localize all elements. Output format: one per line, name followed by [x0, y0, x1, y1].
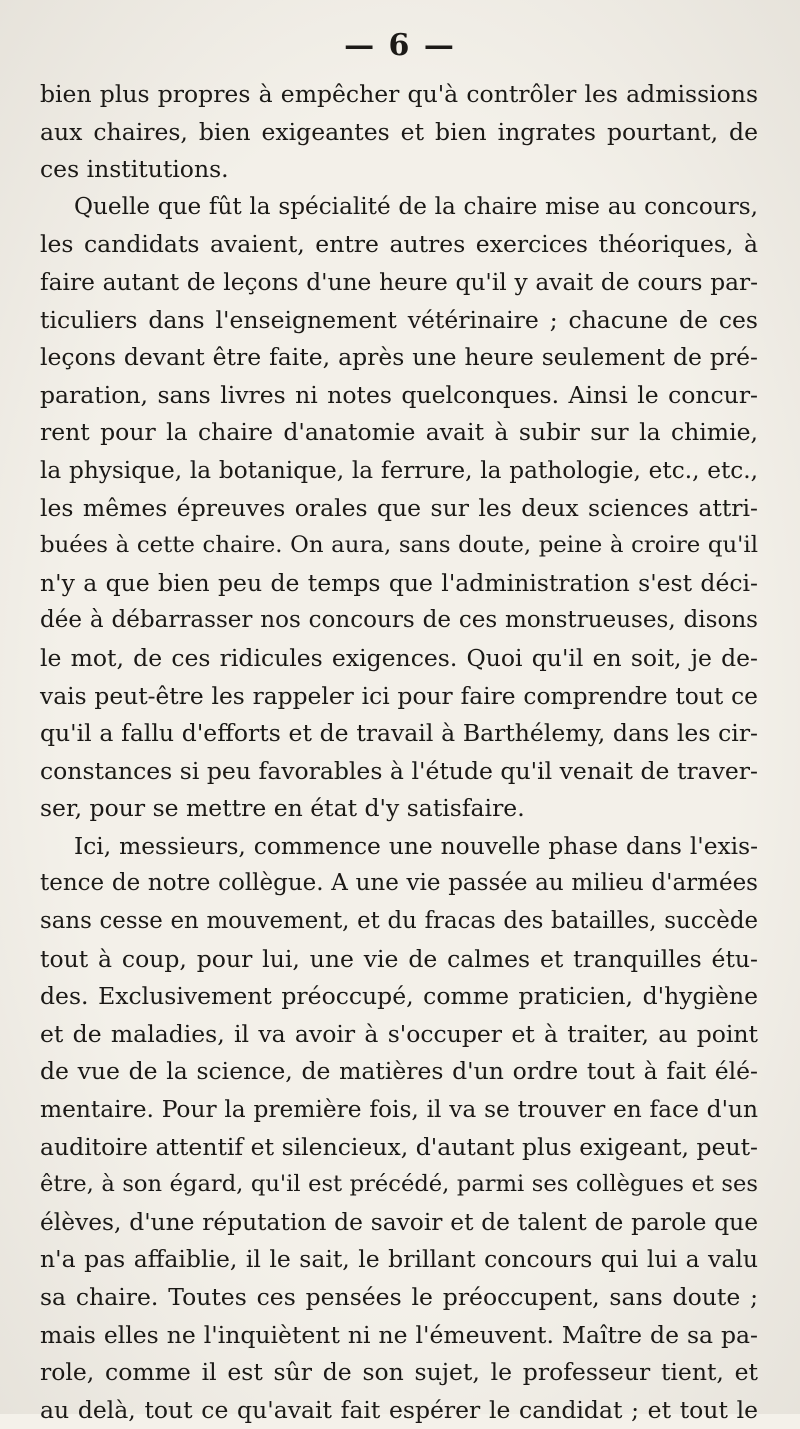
text-line: Ici, messieurs, commence une nouvelle phase dans l'exis- — [74, 831, 758, 860]
text-line: qu'il a fallu d'efforts et de travail à Barthélemy, dans les cir- — [40, 719, 758, 748]
text-line: auditoire attentif et silencieux, d'autant plus exigeant, peut- — [40, 1132, 758, 1161]
text-line: Quelle que fût la spécialité de la chaire mise au concours, — [74, 193, 758, 220]
text-line: rent pour la chaire d'anatomie avait à subir sur la chimie, — [40, 418, 758, 447]
text-line: dée à débarrasser nos concours de ces monstrueuses, disons — [40, 607, 758, 634]
text-line: de vue de la science, de matières d'un ordre tout à fait élé- — [40, 1057, 758, 1086]
paragraph — [40, 189, 758, 828]
text-line: mentaire. Pour la première fois, il va se trouver en face d'un — [40, 1096, 758, 1124]
text-line: constances si peu favorables à l'étude qu'il venait de traver- — [40, 756, 758, 785]
text-line: les candidats avaient, entre autres exercices théoriques, à — [40, 230, 758, 259]
text-line: role, comme il est sûr de son sujet, le professeur tient, et — [40, 1358, 758, 1387]
text-line: être, à son égard, qu'il est précédé, parmi ses collègues et ses — [40, 1171, 758, 1198]
text-line: vais peut-être les rappeler ici pour faire comprendre tout ce — [40, 681, 758, 710]
text-line: la physique, la botanique, la ferrure, la pathologie, etc., etc., — [40, 456, 758, 484]
text-line: tout à coup, pour lui, une vie de calmes et tranquilles étu- — [40, 944, 758, 973]
page-number: — 6 — — [344, 28, 456, 63]
text-line: tence de notre collègue. A une vie passée au milieu d'armées — [40, 870, 758, 897]
text-line: ticuliers dans l'enseignement vétérinaire ; chacune de ces — [40, 305, 758, 334]
text-line: buées à cette chaire. On aura, sans doute, peine à croire qu'il — [40, 532, 758, 559]
text-line: sans cesse en mouvement, et du fracas des batailles, succède — [40, 908, 758, 935]
text-line: des. Exclusivement préoccupé, comme praticien, d'hygiène — [40, 982, 758, 1011]
text-line: n'a pas affaiblie, il le sait, le brillant concours qui lui a valu — [40, 1245, 758, 1274]
text-line: le mot, de ces ridicules exigences. Quoi qu'il en soit, je de- — [40, 643, 758, 672]
text-line: mais elles ne l'inquiètent ni ne l'émeuvent. Maître de sa pa- — [40, 1320, 758, 1349]
text-line: au delà, tout ce qu'avait fait espérer le candidat ; et tout le — [40, 1395, 758, 1424]
text-line: et de maladies, il va avoir à s'occuper et à traiter, au point — [40, 1019, 758, 1048]
text-line: faire autant de leçons d'une heure qu'il y avait de cours par- — [40, 268, 758, 296]
text-line: n'y a que bien peu de temps que l'administration s'est déci- — [40, 568, 758, 597]
text-line: paration, sans livres ni notes quelconques. Ainsi le concur- — [40, 380, 758, 409]
text-line: ces institutions. — [40, 155, 229, 184]
text-line: élèves, d'une réputation de savoir et de talent de parole que — [40, 1207, 758, 1236]
text-line: ser, pour se mettre en état d'y satisfaire. — [40, 794, 525, 823]
body-text — [40, 76, 758, 1429]
paragraph — [40, 828, 758, 1429]
text-line: sa chaire. Toutes ces pensées le préoccupent, sans doute ; — [40, 1283, 758, 1311]
text-line: aux chaires, bien exigeantes et bien ingrates pourtant, de — [40, 117, 758, 146]
text-line: leçons devant être faite, après une heure seulement de pré- — [40, 343, 758, 372]
paragraph — [40, 76, 758, 189]
text-line: bien plus propres à empêcher qu'à contrôler les admissions — [40, 80, 758, 108]
text-line: les mêmes épreuves orales que sur les deux sciences attri- — [40, 493, 758, 522]
